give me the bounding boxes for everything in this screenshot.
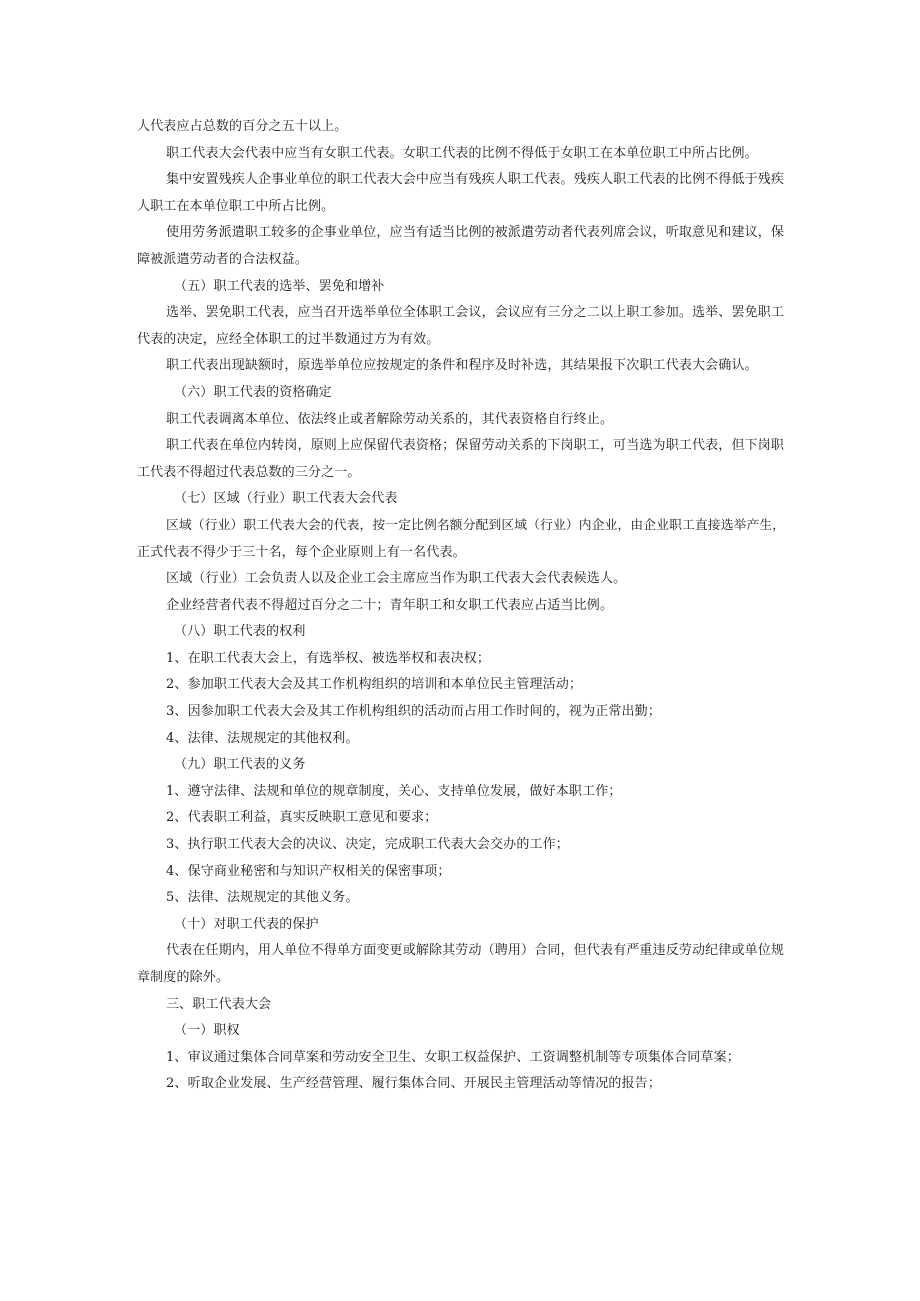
document-body [137,114,787,1098]
section-heading: （七）区域（行业）职工代表大会代表 [174,491,398,507]
paragraph-line: 区域（行业）职工代表大会的代表，按一定比例名额分配到区域（行业）内企业，由企业职工直接选举产生， [166,517,786,533]
paragraph-line: 2、代表职工利益，真实反映职工意见和要求； [166,810,438,826]
paragraph-line: 工代表不得超过代表总数的三分之一。 [137,464,361,480]
paragraph-line: 代表在任期内，用人单位不得单方面变更或解除其劳动（聘用）合同，但代表有严重违反劳动纪律或单位规 [166,943,785,959]
section-heading: （五）职工代表的选举、罢免和增补 [174,278,385,294]
paragraph-line: 集中安置残疾人企事业单位的职工代表大会中应当有残疾人职工代表。残疾人职工代表的比例不得低于残疾 [166,172,785,188]
paragraph-line: 3、因参加职工代表大会及其工作机构组织的活动而占用工作时间的，视为正常出勤； [166,704,661,720]
paragraph-line: 人职工在本单位职工中所占比例。 [137,198,335,214]
section-heading: （九）职工代表的义务 [174,757,306,773]
paragraph-line: 区域（行业）工会负责人以及企业工会主席应当作为职工代表大会代表候选人。 [166,571,627,587]
paragraph-line: 使用劳务派遣职工较多的企事业单位，应当有适当比例的被派遣劳动者代表列席会议，听取意见和建议，保 [166,225,785,241]
paragraph-line: 3、执行职工代表大会的决议、决定，完成职工代表大会交办的工作； [166,837,569,853]
section-heading: （八）职工代表的权利 [174,624,306,640]
paragraph-line: 4、保守商业秘密和与知识产权相关的保密事项； [166,863,451,879]
paragraph-line: 4、法律、法规规定的其他权利。 [166,730,359,746]
paragraph-line: 正式代表不得少于三十名，每个企业原则上有一名代表。 [137,544,466,560]
section-heading: （十）对职工代表的保护 [174,916,319,932]
paragraph-line: 企业经营者代表不得超过百分之二十；青年职工和女职工代表应占适当比例。 [166,597,614,613]
paragraph-line: 职工代表大会代表中应当有女职工代表。女职工代表的比例不得低于女职工在本单位职工中所占比例。 [166,145,758,161]
section-heading: （一）职权 [174,1023,240,1039]
paragraph-line: 1、遵守法律、法规和单位的规章制度，关心、支持单位发展，做好本职工作； [166,783,622,799]
paragraph-line: 1、审议通过集体合同草案和劳动安全卫生、女职工权益保护、工资调整机制等专项集体合同草案； [166,1049,740,1065]
paragraph-line: 障被派遣劳动者的合法权益。 [137,251,308,267]
paragraph-line: 2、听取企业发展、生产经营管理、履行集体合同、开展民主管理活动等情况的报告； [166,1076,661,1092]
section-heading: （六）职工代表的资格确定 [174,384,332,400]
paragraph-line: 职工代表出现缺额时，原选举单位应按规定的条件和程序及时补选，其结果报下次职工代表大会确认。 [166,358,758,374]
paragraph-line: 职工代表调离本单位、依法终止或者解除劳动关系的，其代表资格自行终止。 [166,411,614,427]
paragraph-line: 1、在职工代表大会上，有选举权、被选举权和表决权； [166,650,491,666]
paragraph-line: 5、法律、法规规定的其他义务。 [166,890,359,906]
paragraph-line: 选举、罢免职工代表，应当召开选举单位全体职工会议，会议应有三分之二以上职工参加。选举、罢免职工 [166,305,785,321]
paragraph-line: 人代表应占总数的百分之五十以上。 [137,119,348,134]
paragraph-line: 三、职工代表大会 [166,996,272,1012]
paragraph-line: 职工代表在单位内转岗，原则上应保留代表资格；保留劳动关系的下岗职工，可当选为职工代表，但下岗职 [166,438,785,454]
paragraph-line: 章制度的除外。 [137,970,230,985]
paragraph-line: 代表的决定，应经全体职工的过半数通过方为有效。 [137,331,440,347]
paragraph-line: 2、参加职工代表大会及其工作机构组织的培训和本单位民主管理活动； [166,677,583,693]
